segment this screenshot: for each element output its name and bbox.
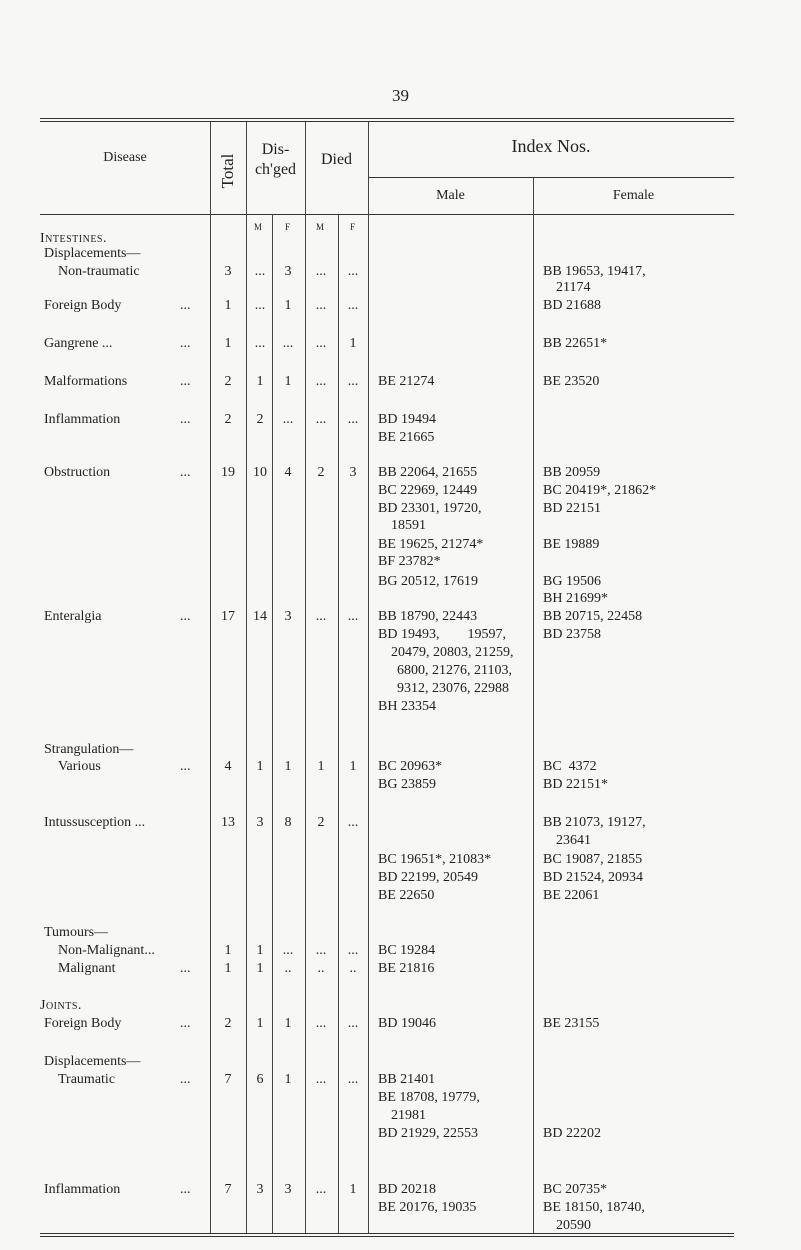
female-index: BB 19653, 19417, xyxy=(543,264,646,279)
male-index: BG 20512, 17619 xyxy=(378,574,478,589)
row-label: Enteralgia xyxy=(44,609,102,624)
subsection-strangulation: Strangulation— xyxy=(44,742,134,757)
cell-died-f: ... xyxy=(347,412,359,427)
female-index: BD 21688 xyxy=(543,298,601,313)
row-label: Inflammation xyxy=(44,412,121,427)
cell-died-f: ... xyxy=(347,609,359,624)
cell-dis-f: 1 xyxy=(284,374,292,389)
male-index: BD 20218 xyxy=(378,1182,436,1197)
male-index: BE 22650 xyxy=(378,888,435,903)
cell-dis-f: 1 xyxy=(284,1016,292,1031)
female-index: BB 21073, 19127, xyxy=(543,815,646,830)
cell-total: 1 xyxy=(224,336,232,351)
female-index: BE 18150, 18740, xyxy=(543,1200,645,1215)
male-index: BB 21401 xyxy=(378,1072,436,1087)
header-rule xyxy=(40,214,734,215)
cell-died-m: ... xyxy=(315,298,327,313)
cell-died-m: ... xyxy=(315,1182,327,1197)
cell-total: 17 xyxy=(221,609,235,624)
female-index: BD 21524, 20934 xyxy=(543,870,643,885)
header-dis-m: M xyxy=(254,222,263,232)
cell-dis-m: ... xyxy=(254,298,266,313)
female-index: BD 22202 xyxy=(543,1126,601,1141)
cell-died-m: ... xyxy=(315,943,327,958)
header-index-nos: Index Nos. xyxy=(511,136,591,156)
male-index: BE 18708, 19779, xyxy=(378,1090,480,1105)
female-index: 20590 xyxy=(556,1218,591,1233)
cell-dis-m: 10 xyxy=(253,465,267,480)
male-index: BD 19494 xyxy=(378,412,436,427)
cell-died-m: ... xyxy=(315,264,327,279)
cell-dis-f: 1 xyxy=(284,1072,292,1087)
row-label: Malignant xyxy=(58,961,116,976)
male-index: BD 19046 xyxy=(378,1016,436,1031)
cell-dis-m: 1 xyxy=(256,961,264,976)
bottom-rule xyxy=(40,1233,734,1234)
row-label: Intussusception ... xyxy=(44,815,146,830)
male-index: BC 19284 xyxy=(378,943,436,958)
cell-dis-m: 1 xyxy=(256,759,264,774)
cell-total: 1 xyxy=(224,961,232,976)
row-label: Non-Malignant... xyxy=(58,943,155,958)
female-index: BD 23758 xyxy=(543,627,601,642)
row-leader: ... xyxy=(180,1016,191,1031)
cell-died-f: ... xyxy=(347,815,359,830)
cell-dis-f: 4 xyxy=(284,465,292,480)
header-total: Total xyxy=(218,153,237,189)
col-line-discharged-mf xyxy=(272,214,273,1233)
male-index: BE 21274 xyxy=(378,374,435,389)
cell-dis-m: 1 xyxy=(256,943,264,958)
col-line-female xyxy=(533,177,534,1233)
col-line-died xyxy=(305,122,306,1233)
cell-died-m: 1 xyxy=(317,759,325,774)
female-index: BC 20735* xyxy=(543,1182,608,1197)
cell-dis-f: 3 xyxy=(284,264,292,279)
cell-died-f: 1 xyxy=(349,759,357,774)
cell-dis-m: 14 xyxy=(253,609,267,624)
row-leader: ... xyxy=(180,336,191,351)
male-index: BE 19625, 21274* xyxy=(378,537,484,552)
col-line-died-mf xyxy=(338,214,339,1233)
male-index: BE 21665 xyxy=(378,430,435,445)
cell-died-f: ... xyxy=(347,374,359,389)
cell-total: 1 xyxy=(224,943,232,958)
subsection-displacements: Displacements— xyxy=(44,246,141,261)
col-line-total xyxy=(210,122,211,1233)
row-leader: ... xyxy=(180,759,191,774)
row-label: Foreign Body xyxy=(44,1016,122,1031)
female-index: BE 19889 xyxy=(543,537,600,552)
cell-died-m: 2 xyxy=(317,815,325,830)
cell-died-f: ... xyxy=(347,1072,359,1087)
cell-died-f: ... xyxy=(347,298,359,313)
male-index: BB 22064, 21655 xyxy=(378,465,478,480)
male-index: BD 21929, 22553 xyxy=(378,1126,478,1141)
row-leader: ... xyxy=(180,961,191,976)
cell-died-m: 2 xyxy=(317,465,325,480)
female-index: 21174 xyxy=(556,280,591,295)
cell-dis-f: 3 xyxy=(284,1182,292,1197)
male-index: BC 19651*, 21083* xyxy=(378,852,492,867)
cell-dis-m: 6 xyxy=(256,1072,264,1087)
row-label: Gangrene ... xyxy=(44,336,113,351)
cell-total: 19 xyxy=(221,465,235,480)
cell-died-f: 1 xyxy=(349,336,357,351)
cell-dis-m: 3 xyxy=(256,815,264,830)
female-index: BD 22151* xyxy=(543,777,608,792)
female-index: BG 19506 xyxy=(543,574,601,589)
male-index: BH 23354 xyxy=(378,699,436,714)
cell-dis-f: 1 xyxy=(284,298,292,313)
cell-died-m: ... xyxy=(315,1016,327,1031)
cell-dis-m: ... xyxy=(254,336,266,351)
male-index: BC 20963* xyxy=(378,759,443,774)
male-index: 20479, 20803, 21259, xyxy=(391,645,514,660)
header-female: Female xyxy=(612,188,655,203)
cell-dis-m: 1 xyxy=(256,1016,264,1031)
cell-died-m: ... xyxy=(315,374,327,389)
male-index: BG 23859 xyxy=(378,777,436,792)
header-discharged-1: Dis- xyxy=(261,141,290,158)
cell-dis-f: 3 xyxy=(284,609,292,624)
row-leader: ... xyxy=(180,298,191,313)
row-label: Various xyxy=(58,759,101,774)
cell-died-m: ... xyxy=(315,1072,327,1087)
male-index: 9312, 23076, 22988 xyxy=(397,681,509,696)
male-index: BF 23782* xyxy=(378,554,441,569)
female-index: BC 4372 xyxy=(543,759,597,774)
cell-died-f: ... xyxy=(347,1016,359,1031)
cell-total: 1 xyxy=(224,298,232,313)
female-index: BE 22061 xyxy=(543,888,600,903)
male-index: BD 19493, 19597, xyxy=(378,627,506,642)
female-index: BB 20959 xyxy=(543,465,601,480)
cell-died-f: ... xyxy=(347,943,359,958)
row-label: Foreign Body xyxy=(44,298,122,313)
female-index: BC 19087, 21855 xyxy=(543,852,643,867)
cell-dis-f: 8 xyxy=(284,815,292,830)
male-index: 18591 xyxy=(391,518,426,533)
cell-total: 2 xyxy=(224,374,232,389)
cell-died-f: 3 xyxy=(349,465,357,480)
female-index: BB 22651* xyxy=(543,336,608,351)
cell-died-f: 1 xyxy=(349,1182,357,1197)
bottom-rule-2 xyxy=(40,1236,734,1237)
cell-dis-f: .. xyxy=(284,961,292,976)
female-index: BH 21699* xyxy=(543,591,608,606)
top-rule xyxy=(40,118,734,119)
female-index: BB 20715, 22458 xyxy=(543,609,643,624)
male-index: 21981 xyxy=(391,1108,426,1123)
cell-dis-f: 1 xyxy=(284,759,292,774)
male-index: BB 18790, 22443 xyxy=(378,609,478,624)
top-rule-2 xyxy=(40,121,734,122)
header-dis-f: F xyxy=(285,222,291,232)
male-index: BE 20176, 19035 xyxy=(378,1200,477,1215)
row-leader: ... xyxy=(180,1072,191,1087)
female-index: 23641 xyxy=(556,833,591,848)
section-intestines: Intestines. xyxy=(40,231,107,246)
male-index: BD 23301, 19720, xyxy=(378,501,482,516)
cell-dis-f: ... xyxy=(282,412,294,427)
male-index: BD 22199, 20549 xyxy=(378,870,478,885)
cell-died-m: ... xyxy=(315,336,327,351)
female-index: BC 20419*, 21862* xyxy=(543,483,657,498)
col-line-discharged xyxy=(246,122,247,1233)
male-index: 6800, 21276, 21103, xyxy=(397,663,512,678)
cell-died-f: ... xyxy=(347,264,359,279)
female-index: BE 23520 xyxy=(543,374,600,389)
cell-dis-m: 2 xyxy=(256,412,264,427)
cell-total: 2 xyxy=(224,1016,232,1031)
cell-total: 3 xyxy=(224,264,232,279)
subsection-joint-displacements: Displacements— xyxy=(44,1054,141,1069)
col-line-index xyxy=(368,122,369,1233)
cell-total: 13 xyxy=(221,815,235,830)
cell-died-m: ... xyxy=(315,609,327,624)
section-joints: Joints. xyxy=(40,998,82,1013)
row-leader: ... xyxy=(180,412,191,427)
female-index: BD 22151 xyxy=(543,501,601,516)
row-leader: ... xyxy=(180,1182,191,1197)
row-leader: ... xyxy=(180,465,191,480)
row-label: Obstruction xyxy=(44,465,111,480)
header-died-m: M xyxy=(316,222,325,232)
row-label: Traumatic xyxy=(58,1072,116,1087)
cell-dis-m: 3 xyxy=(256,1182,264,1197)
male-index: BC 22969, 12449 xyxy=(378,483,478,498)
header-died: Died xyxy=(320,151,353,168)
cell-total: 7 xyxy=(224,1182,232,1197)
header-disease: Disease xyxy=(103,150,147,165)
header-discharged-2: ch'ged xyxy=(254,161,297,178)
cell-dis-m: 1 xyxy=(256,374,264,389)
cell-dis-f: ... xyxy=(282,943,294,958)
subsection-tumours: Tumours— xyxy=(44,925,109,940)
cell-dis-m: ... xyxy=(254,264,266,279)
header-died-f: F xyxy=(350,222,356,232)
female-index: BE 23155 xyxy=(543,1016,600,1031)
cell-total: 7 xyxy=(224,1072,232,1087)
row-label: Malformations xyxy=(44,374,128,389)
page-number: 39 xyxy=(392,86,409,105)
cell-died-m: ... xyxy=(315,412,327,427)
row-label: Non-traumatic xyxy=(58,264,140,279)
cell-dis-f: ... xyxy=(282,336,294,351)
male-index: BE 21816 xyxy=(378,961,435,976)
index-sub-rule xyxy=(368,177,734,178)
cell-died-f: .. xyxy=(349,961,357,976)
row-leader: ... xyxy=(180,609,191,624)
cell-total: 2 xyxy=(224,412,232,427)
cell-total: 4 xyxy=(224,759,232,774)
row-label: Inflammation xyxy=(44,1182,121,1197)
cell-died-m: .. xyxy=(317,961,325,976)
header-male: Male xyxy=(436,188,465,203)
row-leader: ... xyxy=(180,374,191,389)
